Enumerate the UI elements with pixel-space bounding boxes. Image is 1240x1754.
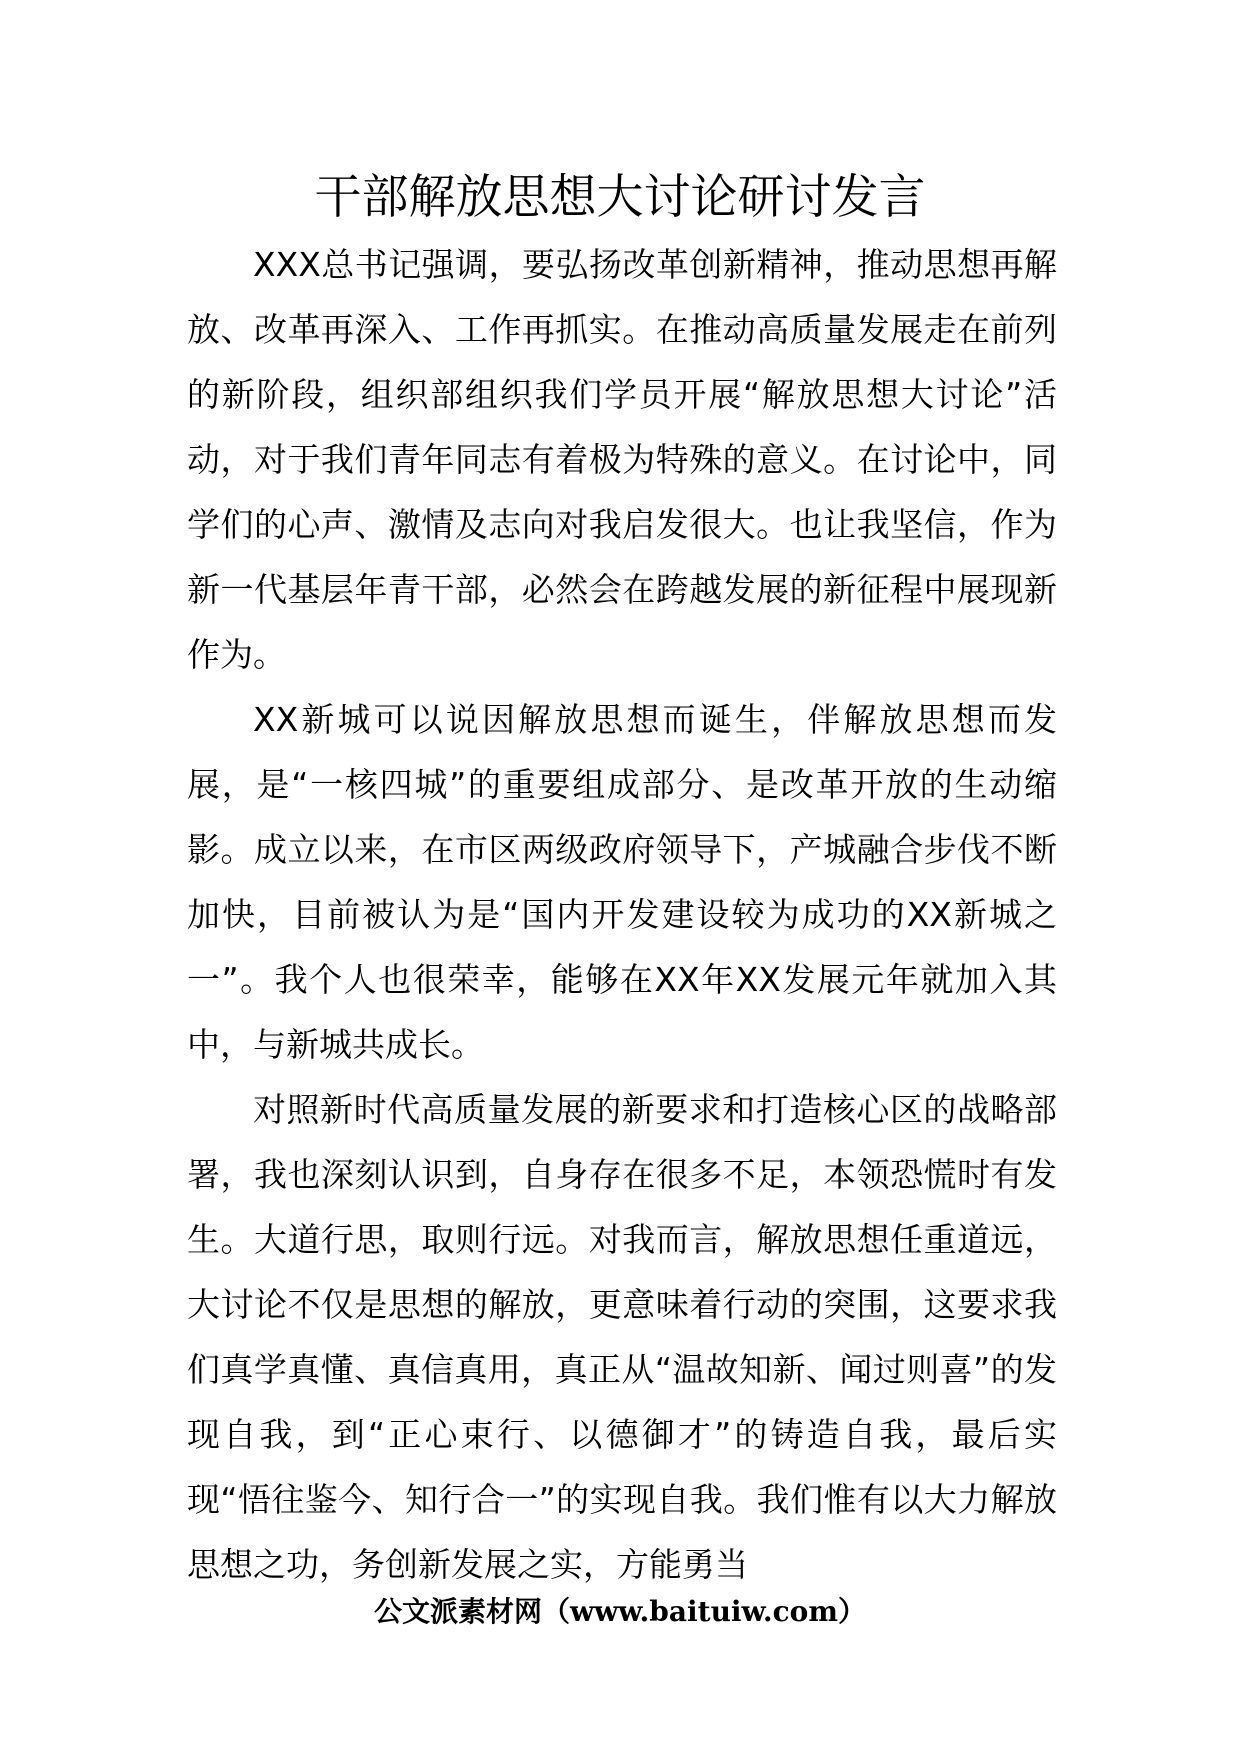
paragraph-3: 对照新时代高质量发展的新要求和打造核心区的战略部署，我也深刻认识到，自身存在很多不足，本领恐慌时有发生。大道行思，取则行远。对我而言，解放思想任重道远，大讨论不仅是思想的解放，更意味着行动的突围，这要求我们真学真懂、真信真用，真正从“温故知新、闻过则喜”的发现自我，到“正心束行、以德御才”的铸造自我，最后实现“悟往鉴今、知行合一”的实现自我。我们惟有以大力解放思想之功，务创新发展之实，方能勇当: [187, 1090, 1057, 1584]
footer-watermark: 公文派素材网（www.baituiw.com）: [374, 1595, 866, 1628]
document-body: [187, 232, 1057, 1597]
document-title: 干部解放思想大讨论研讨发言: [314, 170, 926, 225]
paragraph-2: XX新城可以说因解放思想而诞生，伴解放思想而发展，是“一核四城”的重要组成部分、是改革开放的生动缩影。成立以来，在市区两级政府领导下，产城融合步伐不断加快，目前被认为是“国内开发建设较为成功的XX新城之一”。我个人也很荣幸，能够在XX年XX发展元年就加入其中，与新城共成长。: [187, 700, 1057, 1064]
paragraph-1: XXX总书记强调，要弘扬改革创新精神，推动思想再解放、改革再深入、工作再抓实。在推动高质量发展走在前列的新阶段，组织部组织我们学员开展“解放思想大讨论”活动，对于我们青年同志有着极为特殊的意义。在讨论中，同学们的心声、激情及志向对我启发很大。也让我坚信，作为新一代基层年青干部，必然会在跨越发展的新征程中展现新作为。: [187, 245, 1057, 674]
